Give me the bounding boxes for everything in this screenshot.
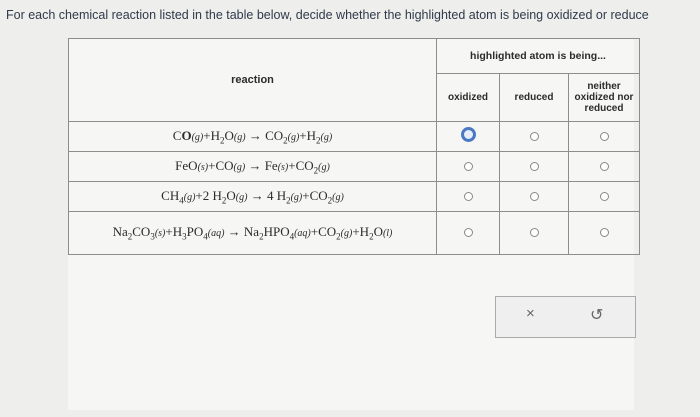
- x-icon[interactable]: ×: [526, 305, 535, 322]
- radio-icon[interactable]: [464, 192, 473, 201]
- group-header: highlighted atom is being...: [437, 39, 640, 74]
- radio-oxidized-2[interactable]: [437, 152, 500, 182]
- col-oxidized-header: oxidized: [437, 74, 500, 122]
- answer-tools: [495, 296, 636, 338]
- radio-reduced-1[interactable]: [500, 122, 569, 152]
- reaction-header: reaction: [69, 39, 437, 122]
- radio-oxidized-4[interactable]: [437, 212, 500, 255]
- radio-selected-icon[interactable]: [461, 127, 476, 142]
- reaction-equation-4: $Na_2CO_3(s)+H_3PO_4(aq) \to Na_2HPO_4(aq)+CO_2(g)+H_2O(l)$: [69, 212, 437, 255]
- table-row: [69, 212, 640, 255]
- radio-icon[interactable]: [530, 132, 539, 141]
- radio-icon[interactable]: [600, 228, 609, 237]
- radio-reduced-2[interactable]: [500, 152, 569, 182]
- radio-icon[interactable]: [464, 228, 473, 237]
- table-row: [69, 122, 640, 152]
- radio-icon[interactable]: [530, 228, 539, 237]
- radio-neither-1[interactable]: [569, 122, 640, 152]
- radio-reduced-3[interactable]: [500, 182, 569, 212]
- reaction-equation-2: $FeO(s)+CO(g) \to Fe(s)+CO_2(g)$: [69, 152, 437, 182]
- question-prompt: For each chemical reaction listed in the table below, decide whether the highlighted atom is being oxidized or reduce: [6, 8, 649, 22]
- radio-icon[interactable]: [600, 192, 609, 201]
- reaction-equation-1: $CO(g)+H_2O(g) \to CO_2(g)+H_2(g)$: [69, 122, 437, 152]
- col-reduced-header: reduced: [500, 74, 569, 122]
- radio-oxidized-3[interactable]: [437, 182, 500, 212]
- radio-oxidized-1[interactable]: [437, 122, 500, 152]
- table-row: [69, 152, 640, 182]
- radio-icon[interactable]: [530, 192, 539, 201]
- reaction-table: [68, 38, 640, 255]
- reaction-equation-3: $CH_4(g)+2$ $H_2O(g) \to 4$ $H_2(g)+CO_2(g)$: [69, 182, 437, 212]
- table-row: [69, 182, 640, 212]
- radio-reduced-4[interactable]: [500, 212, 569, 255]
- radio-icon[interactable]: [464, 162, 473, 171]
- radio-neither-2[interactable]: [569, 152, 640, 182]
- col-neither-header: neither oxidized nor reduced: [569, 74, 640, 122]
- radio-icon[interactable]: [600, 132, 609, 141]
- radio-icon[interactable]: [530, 162, 539, 171]
- undo-icon[interactable]: ↺: [590, 307, 604, 324]
- radio-neither-4[interactable]: [569, 212, 640, 255]
- radio-icon[interactable]: [600, 162, 609, 171]
- radio-neither-3[interactable]: [569, 182, 640, 212]
